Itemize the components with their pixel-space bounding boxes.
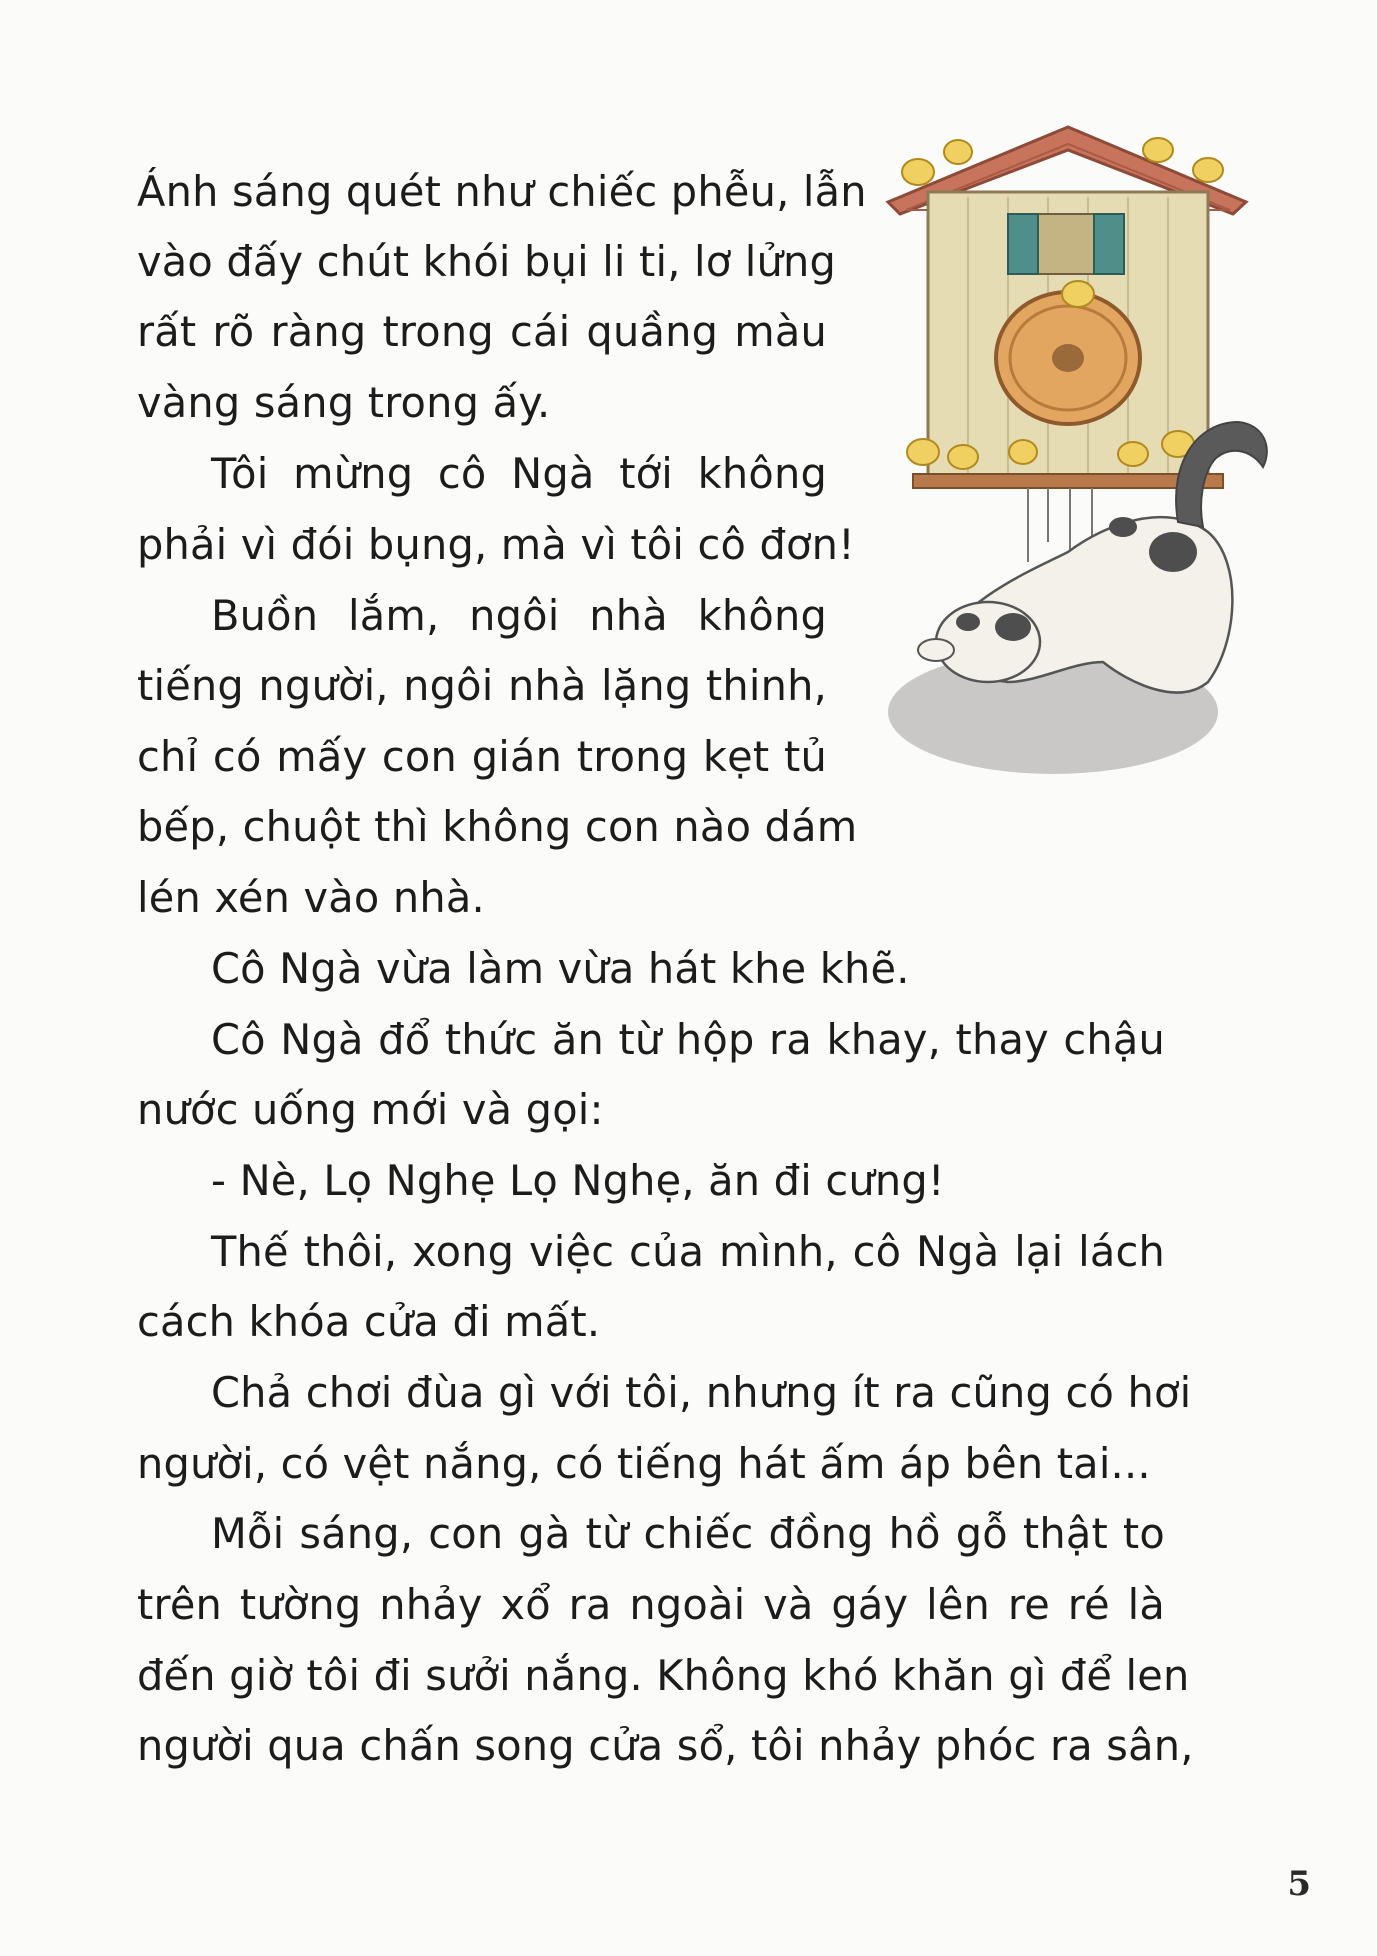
- text-line: trên tường nhảy xổ ra ngoài và gáy lên re ré là: [137, 1580, 1165, 1629]
- chick: [1118, 442, 1148, 466]
- text-line: vào đấy chút khói bụi li ti, lơ lửng: [137, 237, 837, 286]
- chick: [944, 140, 972, 164]
- chick: [1193, 158, 1223, 182]
- text-line: người, có vệt nắng, có tiếng hát ấm áp bên tai...: [137, 1439, 1151, 1488]
- text-line: lén xén vào nhà.: [137, 873, 485, 922]
- chick: [902, 159, 934, 185]
- text-line: cách khóa cửa đi mất.: [137, 1297, 601, 1346]
- cat-paw: [918, 639, 954, 661]
- text-line: Ánh sáng quét như chiếc phễu, lẫn: [137, 167, 867, 216]
- text-line: người qua chấn song cửa sổ, tôi nhảy phóc ra sân,: [137, 1721, 1194, 1770]
- text-line: - Nè, Lọ Nghẹ Lọ Nghẹ, ăn đi cưng!: [211, 1156, 945, 1205]
- cat-head: [936, 602, 1040, 682]
- text-line: nước uống mới và gọi:: [137, 1085, 604, 1134]
- right-shutter: [1094, 214, 1124, 274]
- text-line: Cô Ngà vừa làm vừa hát khe khẽ.: [211, 944, 910, 993]
- text-line: Buồn lắm, ngôi nhà không: [211, 591, 827, 640]
- text-line: đến giờ tôi đi sưởi nắng. Không khó khăn gì để len: [137, 1651, 1190, 1700]
- text-line: Tôi mừng cô Ngà tới không: [211, 449, 827, 498]
- cuckoo-window: [1038, 214, 1094, 274]
- text-line: tiếng người, ngôi nhà lặng thinh,: [137, 661, 827, 710]
- text-line: bếp, chuột thì không con nào dám: [137, 802, 858, 851]
- text-line: vàng sáng trong ấy.: [137, 378, 551, 427]
- chick: [1143, 138, 1173, 162]
- left-shutter: [1008, 214, 1038, 274]
- cuckoo-clock-cat-illustration: [878, 122, 1318, 798]
- chick: [1009, 440, 1037, 464]
- chick: [948, 445, 978, 469]
- text-line: Cô Ngà đổ thức ăn từ hộp ra khay, thay chậu: [211, 1015, 1165, 1064]
- chick: [1062, 281, 1094, 307]
- text-line: phải vì đói bụng, mà vì tôi cô đơn!: [137, 520, 855, 569]
- text-line: rất rõ ràng trong cái quầng màu: [137, 307, 827, 356]
- text-line: chỉ có mấy con gián trong kẹt tủ: [137, 732, 827, 781]
- page-number: 5: [1287, 1864, 1311, 1904]
- text-line: Chả chơi đùa gì với tôi, nhưng ít ra cũng có hơi: [211, 1368, 1192, 1417]
- text-line: Thế thôi, xong việc của mình, cô Ngà lại lách: [211, 1227, 1165, 1276]
- chick: [907, 439, 939, 465]
- text-line: Mỗi sáng, con gà từ chiếc đồng hồ gỗ thật to: [211, 1509, 1165, 1558]
